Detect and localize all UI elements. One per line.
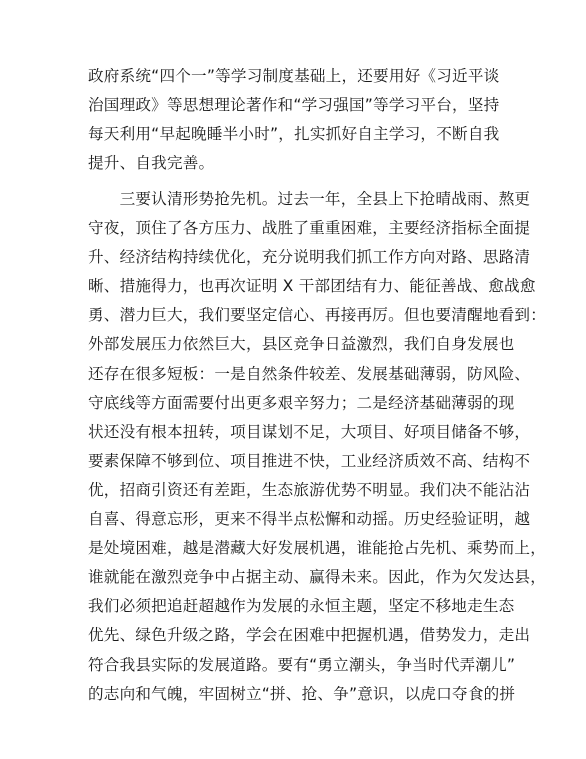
text-line: 三要认清形势抢先机。过去一年，全县上下抢晴战雨、熬更 bbox=[88, 190, 531, 208]
text-line: 外部发展压力依然巨大，县区竞争日益激烈，我们自身发展也 bbox=[88, 335, 515, 354]
text-line: 还存在很多短板：一是自然条件较差、发展基础薄弱，防风险、 bbox=[88, 364, 531, 383]
text-line: 谁就能在激烈竞争中占据主动、赢得未来。因此，作为欠发达县， bbox=[88, 568, 547, 587]
text-line: 要素保障不够到位、项目推进不快，工业经济质效不高、结构不 bbox=[88, 451, 531, 470]
text-line: 提升、自我完善。 bbox=[88, 154, 215, 173]
text-line: 我们必须把追赶超越作为发展的永恒主题，坚定不移地走生态 bbox=[88, 597, 515, 616]
text-line: 晰、措施得力，也再次证明 X 干部团结有力、能征善战、愈战愈 bbox=[88, 277, 536, 296]
text-line: 优，招商引资还有差距，生态旅游优势不明显。我们决不能沾沾 bbox=[88, 480, 531, 499]
paragraph-2 bbox=[88, 185, 547, 709]
text-line: 守底线等方面需要付出更多艰辛努力；二是经济基础薄弱的现 bbox=[88, 393, 515, 412]
paragraph-1 bbox=[88, 62, 504, 178]
text-line: 是处境困难，越是潜藏大好发展机遇，谁能抢占先机、乘势而上， bbox=[88, 539, 547, 558]
text-line: 守夜，顶住了各方压力、战胜了重重困难，主要经济指标全面提 bbox=[88, 219, 531, 238]
text-line: 政府系统“四个一”等学习制度基础上，还要用好《习近平谈 bbox=[88, 67, 500, 85]
text-line: 符合我县实际的发展道路。要有“勇立潮头，争当时代弄潮儿” bbox=[88, 655, 516, 674]
text-line: 治国理政》等思想理论著作和“学习强国”等学习平台，坚持 bbox=[88, 96, 500, 115]
text-line: 自喜、得意忘形，更来不得半点松懈和动摇。历史经验证明，越 bbox=[88, 510, 531, 529]
text-line: 状还没有根本扭转，项目谋划不足，大项目、好项目储备不够， bbox=[88, 422, 531, 441]
text-line: 升、经济结构持续优化，充分说明我们抓工作方向对路、思路清 bbox=[88, 248, 531, 267]
text-line: 每天利用“早起晚睡半小时”，扎实抓好自主学习，不断自我 bbox=[88, 125, 500, 144]
text-line: 的志向和气魄，牢固树立“拼、抢、争”意识，以虎口夺食的拼 bbox=[88, 684, 516, 703]
text-line: 勇、潜力巨大，我们要坚定信心、再接再厉。但也要清醒地看到： bbox=[88, 306, 547, 325]
text-line: 优先、绿色升级之路，学会在困难中把握机遇，借势发力，走出 bbox=[88, 626, 531, 645]
